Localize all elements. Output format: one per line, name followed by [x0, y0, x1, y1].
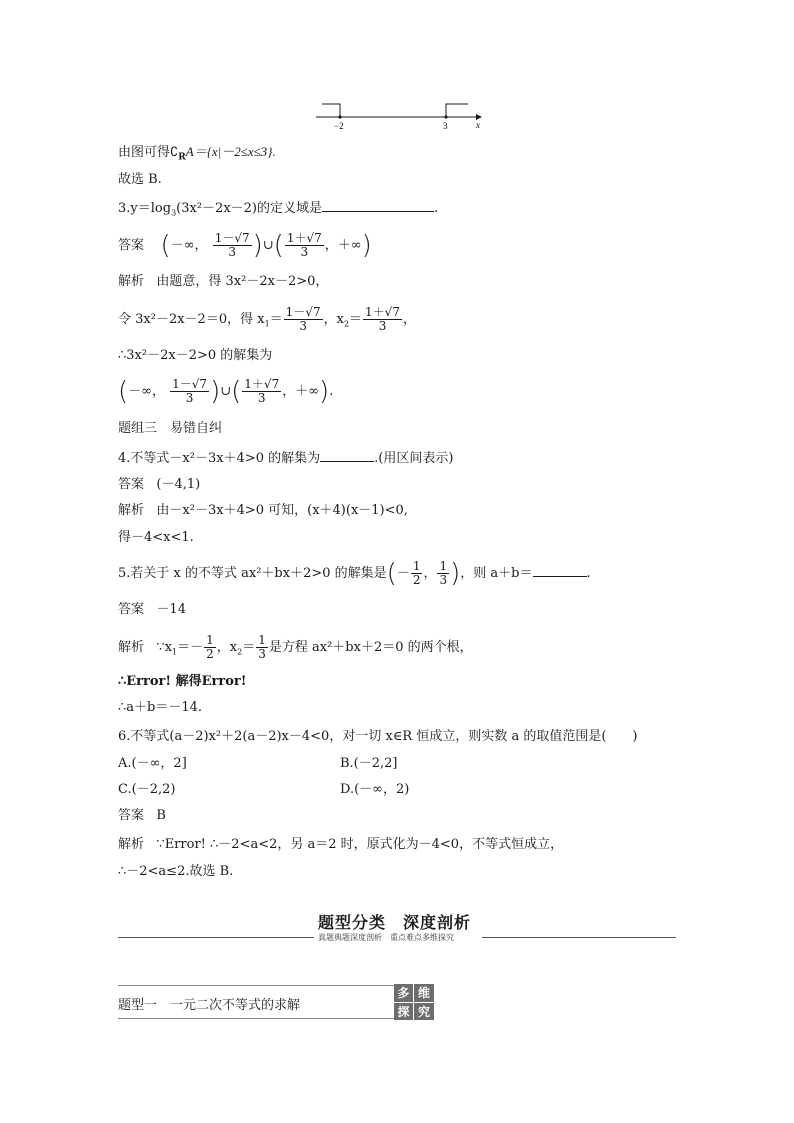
answer-blank[interactable] [322, 200, 434, 212]
tick-label-minus-2: −2 [334, 121, 344, 131]
question-6: 6.不等式(a－2)x²＋2(a－2)x－4<0，对一切 x∈R 恒成立，则实数 a 的取值范围是( ) [118, 729, 638, 744]
option-d[interactable]: D.(－∞，2) [340, 782, 410, 797]
point-minus-2 [338, 115, 341, 118]
fraction: $\frac{1-√7}{3}$ [214, 231, 250, 259]
answer-5: 答案 －14 [118, 602, 186, 617]
badge-char: 究 [417, 1005, 430, 1019]
answer-label: 答案 [118, 808, 145, 823]
option-c[interactable]: C.(－2,2) [118, 782, 176, 797]
solution-5-result: ∴a＋b＝－14. [118, 700, 203, 715]
topic-badge [394, 984, 434, 1020]
answer-4: 答案 (－4,1) [118, 477, 201, 492]
point-3 [444, 115, 447, 118]
badge-char: 多 [394, 984, 414, 1003]
option-a[interactable]: A.(－∞，2] [118, 756, 187, 771]
solution-5-line-1: 解析 $\because x_1=-$ $\frac{1}{2}$ ，$x_2=$ $\frac{1}{3}$ 是方程 ax²＋bx＋2＝0 的两个根， [118, 633, 473, 661]
answer-label: 答案 [118, 602, 145, 617]
option-b[interactable]: B.(－2,2] [340, 756, 398, 771]
solution-3-line-1: 解析 由题意，得 3x²－2x－2>0， [118, 274, 329, 289]
fraction: $\frac{1+√7}{3}$ [286, 231, 322, 259]
answer-blank[interactable] [533, 565, 587, 577]
axis-label-x: x [476, 120, 480, 130]
interval-right-bracket [446, 104, 468, 117]
tick-label-3: 3 [443, 121, 448, 131]
topic-top-rule [118, 985, 394, 986]
solution-5-error-line: ∴Error! 解得Error! [118, 674, 247, 689]
fraction: $\frac{1+√7}{3}$ [244, 377, 280, 405]
section-rule-left [118, 937, 314, 938]
answer-3: 答案 (－∞， $\frac{1-√7}{3}$ )∪( $\frac{1+√7}{3}$ ，＋∞) [118, 230, 372, 261]
line-choose-b: 故选 B. [118, 172, 162, 187]
fraction: $\frac{1}{3}$ [439, 559, 448, 587]
fraction: $\frac{1}{2}$ [206, 633, 214, 661]
fraction: $\frac{1-√7}{3}$ [285, 305, 321, 333]
section-rule-right [482, 937, 676, 938]
answer-label: 答案 [118, 477, 145, 492]
group-heading: 题组三 易错自纠 [118, 421, 223, 436]
fraction: $\frac{1}{3}$ [258, 633, 266, 661]
fraction: $\frac{1}{2}$ [412, 559, 421, 587]
question-4: 4.不等式－x²－3x＋4>0 的解集为 .(用区间表示) [118, 451, 454, 466]
solution-label: 解析 [118, 837, 145, 852]
line-complement-result: 由图可得$∁_RA=\{x|-2\le x\le 3\}$. [118, 144, 276, 163]
answer-label: 答案 [118, 238, 145, 253]
solution-4-line-2: 得－4<x<1. [118, 530, 194, 545]
topic-bottom-rule [118, 1018, 394, 1019]
fraction: $\frac{1+√7}{3}$ [365, 305, 400, 333]
topic-heading: 题型一 一元二次不等式的求解 [118, 998, 301, 1013]
solution-6-line-2: ∴－2<a≤2.故选 B. [118, 864, 234, 879]
question-3: $3.y=\log_3(3x^2-2x-2)$的定义域是 . [118, 201, 439, 218]
answer-6: 答案 B [118, 808, 166, 823]
section-title: 题型分类 深度剖析 [318, 913, 472, 932]
badge-char: 探 [394, 1003, 414, 1021]
answer-blank[interactable] [320, 450, 374, 462]
question-5: 5.若关于 x 的不等式 ax²＋bx＋2>0 的解集是(－ $\frac{1}{2}$ ， $\frac{1}{3}$ )，则 a＋b＝ . [118, 558, 591, 589]
solution-3-line-3: ∴3x²－2x－2>0 的解集为 [118, 348, 273, 363]
number-line-figure [310, 98, 490, 134]
badge-char: 维 [414, 984, 434, 1003]
solution-3-line-4: (－∞， $\frac{1-√7}{3}$ )∪( $\frac{1+√7}{3}$ ，＋∞). [118, 376, 334, 407]
solution-label: 解析 [118, 274, 145, 289]
solution-label: 解析 [118, 640, 145, 655]
interval-left-bracket [322, 104, 340, 117]
fraction: $\frac{1-√7}{3}$ [172, 377, 208, 405]
solution-6-line-1: 解析 ∵Error! ∴－2<a<2，另 a＝2 时，原式化为－4<0，不等式恒成立， [118, 837, 564, 852]
solution-label: 解析 [118, 503, 145, 518]
solution-3-line-2: 令 3x²－2x－2＝0，得 $x_1=$ $\frac{1-√7}{3}$ ，$x_2=$ $\frac{1+√7}{3}$ ， [118, 305, 416, 333]
solution-4-line-1: 解析 由－x²－3x＋4>0 可知，(x＋4)(x－1)<0, [118, 503, 408, 518]
section-subtitle: 真题典题深度剖析 重点难点多维探究 [318, 933, 454, 942]
